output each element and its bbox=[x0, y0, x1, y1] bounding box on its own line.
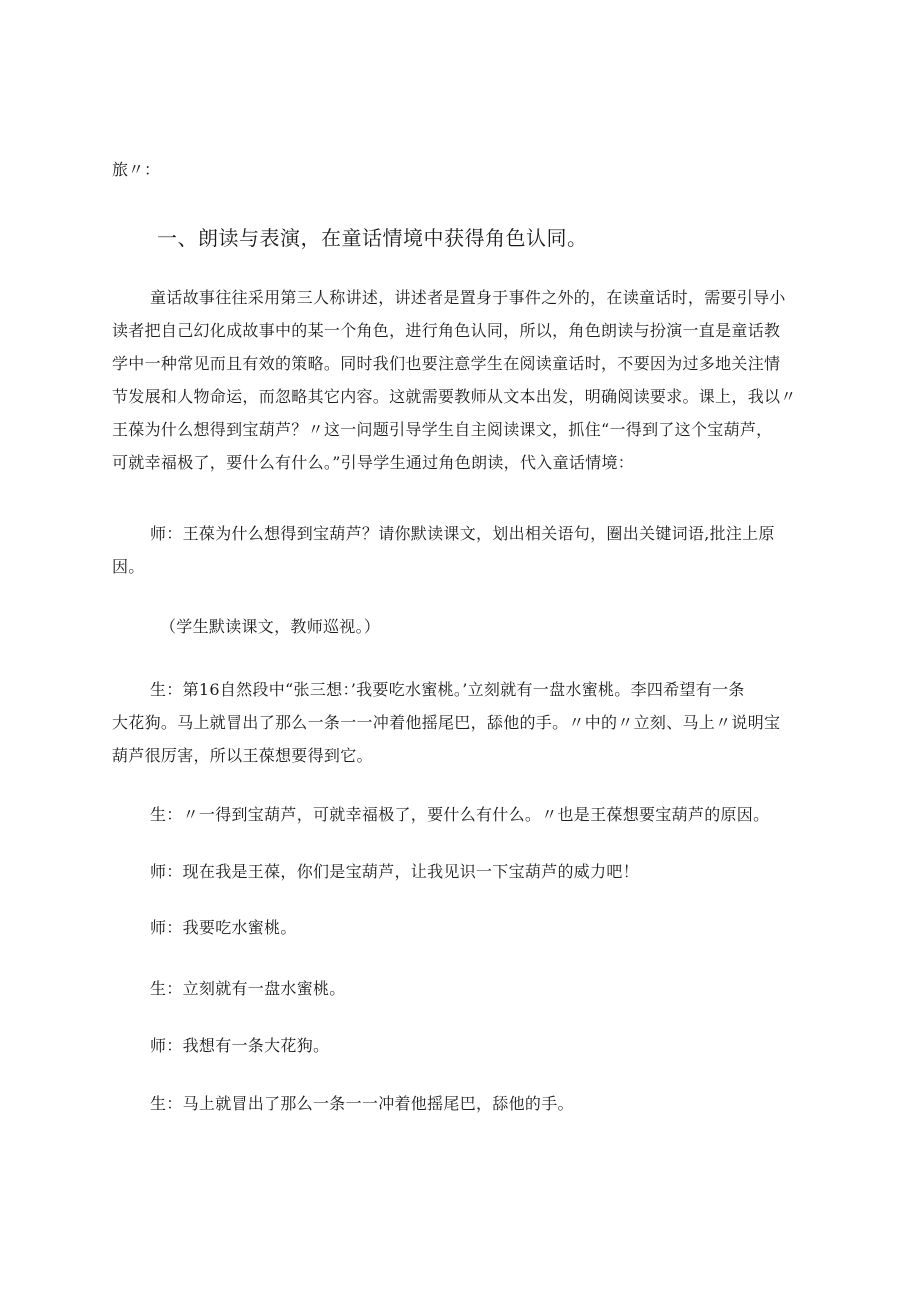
paragraph-line: 王葆为什么想得到宝葫芦？〃这一问题引导学生自主阅读课文，抓住“一得到了这个宝葫芦， bbox=[112, 420, 773, 439]
teacher-line: 师：我想有一条大花狗。 bbox=[150, 1036, 330, 1055]
dialogue-line: 因。 bbox=[112, 557, 145, 576]
stage-direction: （学生默读课文，教师巡视。） bbox=[160, 617, 381, 636]
paragraph-line: 学中一种常见而且有效的策略。同时我们也要注意学生在阅读童话时，不要因为过多地关注情 bbox=[112, 354, 781, 373]
teacher-line: 师：现在我是王葆，你们是宝葫芦，让我见识一下宝葫芦的威力吧！ bbox=[150, 862, 640, 881]
dialogue-line: 生：第16自然段中“张三想：’我要吃水蜜桃。’立刻就有一盘水蜜桃。李四希望有一条 bbox=[150, 680, 745, 699]
teacher-question bbox=[112, 517, 812, 583]
student-answer: 生：〃一得到宝葫芦，可就幸福极了，要什么有什么。〃也是王葆想要宝葫芦的原因。 bbox=[150, 805, 770, 824]
paragraph-line: 节发展和人物命运，而忽略其它内容。这就需要教师从文本出发，明确阅读要求。课上，我以〃 bbox=[112, 387, 797, 406]
section-heading: 一、朗读与表演，在童话情境中获得角色认同。 bbox=[157, 226, 588, 250]
dialogue-line: 大花狗。马上就冒出了那么一条一一冲着他摇尾巴，舔他的手。〃中的〃立刻、马上〃说明宝 bbox=[112, 713, 781, 732]
dialogue-line: 师：王葆为什么想得到宝葫芦？请你默读课文，划出相关语句，圈出关键词语,批注上原 bbox=[150, 524, 775, 543]
student-answer bbox=[112, 673, 812, 772]
paragraph-line: 可就幸福极了，要什么有什么。”引导学生通过角色朗读，代入童话情境： bbox=[112, 453, 635, 472]
teacher-line: 师：我要吃水蜜桃。 bbox=[150, 918, 297, 937]
paragraph-line: 读者把自己幻化成故事中的某一个角色，进行角色认同，所以，角色朗读与扮演一直是童话教 bbox=[112, 321, 781, 340]
student-line: 生：立刻就有一盘水蜜桃。 bbox=[150, 979, 346, 998]
intro-paragraph bbox=[112, 281, 812, 479]
student-line: 生：马上就冒出了那么一条一一冲着他摇尾巴，舔他的手。 bbox=[150, 1094, 574, 1113]
paragraph-line: 童话故事往往采用第三人称讲述，讲述者是置身于事件之外的，在读童话时，需要引导小 bbox=[150, 288, 786, 307]
fragment-line: 旅〃： bbox=[112, 160, 161, 179]
dialogue-line: 葫芦很厉害，所以王葆想要得到它。 bbox=[112, 746, 373, 765]
